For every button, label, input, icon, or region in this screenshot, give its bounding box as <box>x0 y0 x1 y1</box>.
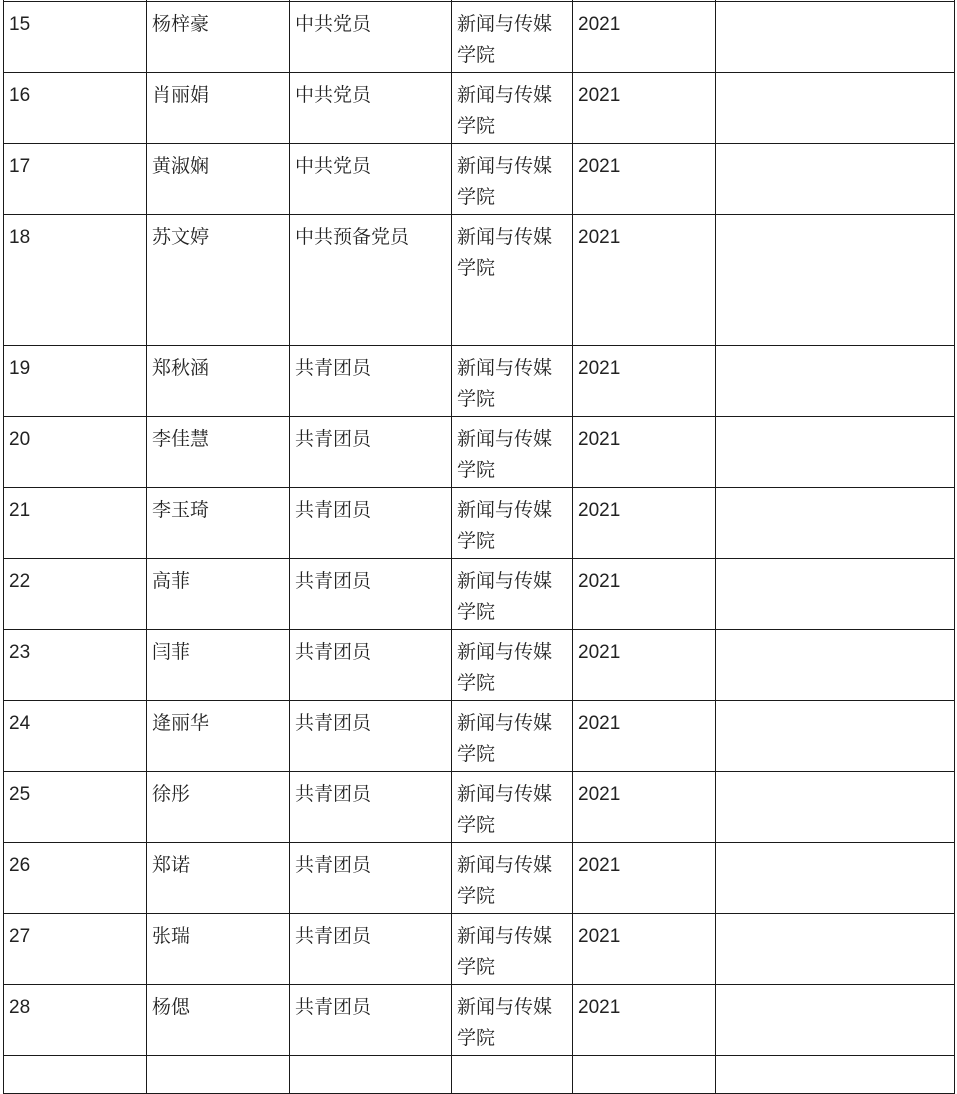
cell-grade: 2021 <box>573 772 716 843</box>
cell-note <box>716 215 955 346</box>
cell-college: 新闻与传媒学院 <box>452 914 573 985</box>
cell-name: 徐彤 <box>147 772 290 843</box>
table-row <box>4 772 955 843</box>
cell-political-status: 共青团员 <box>290 772 452 843</box>
table-row-bottom-edge <box>4 1056 955 1094</box>
cell-political-status: 共青团员 <box>290 985 452 1056</box>
cell-no: 24 <box>4 701 147 772</box>
table-row <box>4 985 955 1056</box>
table-row <box>4 215 955 346</box>
table-row <box>4 73 955 144</box>
cell-name: 张瑞 <box>147 914 290 985</box>
cell-note <box>716 985 955 1056</box>
cell-note <box>716 701 955 772</box>
cell-note <box>716 914 955 985</box>
cell-grade: 2021 <box>573 73 716 144</box>
cell-political-status: 中共党员 <box>290 144 452 215</box>
cell-political-status: 共青团员 <box>290 417 452 488</box>
cell-name: 杨梓豪 <box>147 2 290 73</box>
table-row <box>4 701 955 772</box>
table-row <box>4 559 955 630</box>
cell-no: 21 <box>4 488 147 559</box>
cell-no: 16 <box>4 73 147 144</box>
cell-name: 闫菲 <box>147 630 290 701</box>
cell-grade: 2021 <box>573 215 716 346</box>
cell-note <box>716 2 955 73</box>
table-row <box>4 488 955 559</box>
cell-note <box>716 346 955 417</box>
cell-college: 新闻与传媒学院 <box>452 701 573 772</box>
cell-no: 25 <box>4 772 147 843</box>
cell-note <box>716 488 955 559</box>
cell-no: 27 <box>4 914 147 985</box>
cell-political-status: 中共党员 <box>290 73 452 144</box>
table-row <box>4 417 955 488</box>
cell-college: 新闻与传媒学院 <box>452 346 573 417</box>
cell-grade: 2021 <box>573 144 716 215</box>
cell-note <box>716 630 955 701</box>
cell-grade: 2021 <box>573 701 716 772</box>
cell-no: 22 <box>4 559 147 630</box>
cell-name: 黄淑娴 <box>147 144 290 215</box>
table-row <box>4 346 955 417</box>
cell-name: 李玉琦 <box>147 488 290 559</box>
cell-grade: 2021 <box>573 346 716 417</box>
cell-grade: 2021 <box>573 985 716 1056</box>
cell-name: 逄丽华 <box>147 701 290 772</box>
cell-college: 新闻与传媒学院 <box>452 73 573 144</box>
cell-note <box>716 559 955 630</box>
cell-note <box>716 144 955 215</box>
cell-political-status: 中共预备党员 <box>290 215 452 346</box>
cell-college: 新闻与传媒学院 <box>452 417 573 488</box>
cell-note <box>716 417 955 488</box>
table-row <box>4 843 955 914</box>
cell-political-status: 共青团员 <box>290 843 452 914</box>
cell-name: 郑秋涵 <box>147 346 290 417</box>
cell-name: 郑诺 <box>147 843 290 914</box>
cell-college: 新闻与传媒学院 <box>452 2 573 73</box>
table-row <box>4 914 955 985</box>
cell-political-status: 共青团员 <box>290 346 452 417</box>
cell-political-status: 中共党员 <box>290 2 452 73</box>
member-table <box>3 0 955 1094</box>
table-row <box>4 144 955 215</box>
cell-name: 杨偲 <box>147 985 290 1056</box>
cell-no: 17 <box>4 144 147 215</box>
cell-college: 新闻与传媒学院 <box>452 843 573 914</box>
cell-note <box>716 843 955 914</box>
cell-college: 新闻与传媒学院 <box>452 772 573 843</box>
cell-name: 苏文婷 <box>147 215 290 346</box>
cell-grade: 2021 <box>573 559 716 630</box>
cell-political-status: 共青团员 <box>290 701 452 772</box>
table-row <box>4 2 955 73</box>
cell-college: 新闻与传媒学院 <box>452 215 573 346</box>
cell-name: 李佳慧 <box>147 417 290 488</box>
table-row <box>4 630 955 701</box>
cell-no: 23 <box>4 630 147 701</box>
cell-grade: 2021 <box>573 843 716 914</box>
cell-grade: 2021 <box>573 417 716 488</box>
cell-college: 新闻与传媒学院 <box>452 144 573 215</box>
cell-name: 高菲 <box>147 559 290 630</box>
cell-political-status: 共青团员 <box>290 630 452 701</box>
cell-college: 新闻与传媒学院 <box>452 488 573 559</box>
cell-college: 新闻与传媒学院 <box>452 559 573 630</box>
cell-grade: 2021 <box>573 914 716 985</box>
cell-grade: 2021 <box>573 2 716 73</box>
cell-political-status: 共青团员 <box>290 914 452 985</box>
cell-no: 19 <box>4 346 147 417</box>
cell-name: 肖丽娟 <box>147 73 290 144</box>
cell-no: 26 <box>4 843 147 914</box>
cell-note <box>716 772 955 843</box>
cell-grade: 2021 <box>573 488 716 559</box>
cell-grade: 2021 <box>573 630 716 701</box>
cell-college: 新闻与传媒学院 <box>452 985 573 1056</box>
cell-note <box>716 73 955 144</box>
cell-college: 新闻与传媒学院 <box>452 630 573 701</box>
cell-no: 15 <box>4 2 147 73</box>
cell-no: 28 <box>4 985 147 1056</box>
cell-political-status: 共青团员 <box>290 488 452 559</box>
cell-no: 20 <box>4 417 147 488</box>
cell-political-status: 共青团员 <box>290 559 452 630</box>
cell-no: 18 <box>4 215 147 346</box>
